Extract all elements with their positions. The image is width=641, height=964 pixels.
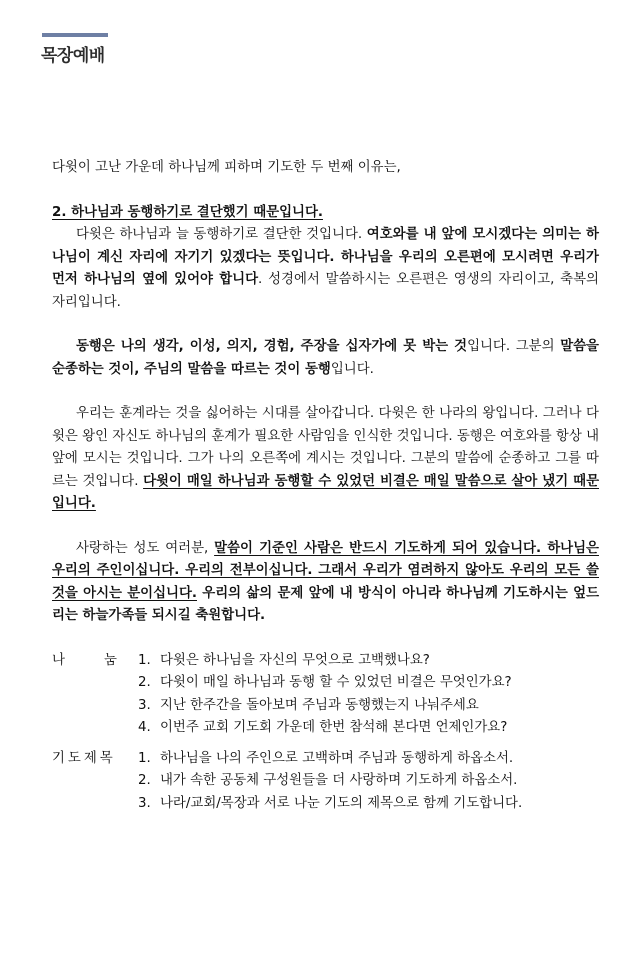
section-heading	[52, 202, 599, 225]
discussion-item-text: 다윗은 하나님을 자신의 무엇으로 고백했나요?	[160, 652, 430, 668]
intro-line: 다윗이 고난 가운데 하나님께 피하며 기도한 두 번째 이유는,	[52, 160, 401, 175]
p2-bold-text-a: 동행은 나의 생각, 이성, 의지, 경험, 주장을 십자가에 못 박는 것	[76, 339, 468, 354]
page-title: 목장예배	[41, 46, 105, 66]
prayer-item-number: 3.	[138, 795, 151, 811]
discussion-item	[52, 672, 599, 695]
prayer-item-number: 1.	[138, 750, 151, 766]
discussion-label: 나 눔	[52, 652, 117, 668]
discussion-item-number: 4.	[138, 720, 151, 735]
discussion-item-text: 지난 한주간을 돌아보며 주님과 동행했는지 나눠주세요	[160, 697, 479, 713]
p4-bold-underline-text: 말씀이 기준인 사람은 반드시 기도하게 되어 있습니다. 하나님은 우리의 주인이십니다. 우리의 전부이십니다. 그래서 우리가 염려하지 않아도 우리의 모든 쓸 것을 아시는 분이십니다.	[52, 540, 599, 601]
discussion-item-number: 2.	[138, 675, 151, 690]
p2-text-b: 입니다. 그분의	[467, 339, 561, 354]
discussion-item-text: 다윗이 매일 하나님과 동행 할 수 있었던 비결은 무엇인가요?	[160, 675, 512, 690]
prayer-item-text: 나라/교회/목장과 서로 나눈 기도의 제목으로 함께 기도합니다.	[160, 795, 523, 811]
prayer-section	[52, 748, 599, 816]
document-body	[52, 157, 599, 815]
prayer-item	[52, 748, 599, 771]
discussion-item	[52, 717, 599, 740]
paragraph-2	[52, 336, 599, 381]
p4-text-a: 사랑하는 성도 여러분,	[76, 540, 215, 556]
prayer-item	[52, 770, 599, 793]
header-accent-bar	[42, 33, 108, 37]
paragraph-1	[52, 224, 599, 314]
prayer-item	[52, 793, 599, 816]
discussion-item	[52, 650, 599, 673]
discussion-item-number: 3.	[138, 697, 151, 713]
discussion-item	[52, 695, 599, 718]
discussion-item-text: 이번주 교회 기도회 가운데 한번 참석해 본다면 언제인가요?	[160, 720, 508, 735]
p3-text-a: 우리는 훈계라는 것을 싫어하는 시대를 살아갑니다. 다윗은 한 나라의 왕입니다. 그러나 다윗은 왕인 자신도 하나님의 훈계가 필요한 사람임을 인식한 것입니다. 동행은 여호와를 항상 내 앞에 모시는 것입니다. 그가 나의 오른쪽에 계시는 것입니다. 그분의 말씀에 순종하고 그를 따르는 것입니다.	[52, 406, 599, 489]
p3-bold-underline-text: 다윗이 매일 하나님과 동행할 수 있었던 비결은 매일 말씀으로 살아 냈기 때문입니다.	[52, 473, 599, 511]
p2-text-d: 입니다.	[330, 361, 374, 377]
prayer-item-text: 내가 속한 공동체 구성원들을 더 사랑하며 기도하게 하옵소서.	[160, 773, 518, 788]
discussion-section	[52, 650, 599, 740]
p2-bold-text-c: 말씀을 순종하는 것이, 주님의 말씀을 따르는 것이 동행	[52, 339, 599, 377]
p1-bold-text: 여호와를 내 앞에 모시겠다는 의미는 하나님이 계신 자리에 자기기 있겠다는 뜻입니다. 하나님을 우리의 오른편에 모시려면 우리가 먼저 하나님의 옆에 있어야 합니다	[52, 227, 599, 287]
prayer-item-text: 하나님을 나의 주인으로 고백하며 주님과 동행하게 하옵소서.	[160, 750, 514, 766]
section-heading-text: 2. 하나님과 동행하기로 결단했기 때문입니다.	[52, 204, 323, 220]
p4-bold-text: 우리의 삶의 문제 앞에 내 방식이 아니라 하나님께 기도하시는 엎드리는 하늘가족들 되시길 축원합니다.	[52, 585, 600, 623]
paragraph-3	[52, 403, 599, 516]
p1-text-c: . 성경에서 말씀하시는 오른편은 영생의 자리이고, 축복의 자리입니다.	[52, 272, 599, 310]
paragraph-4	[52, 538, 599, 628]
discussion-item-number: 1.	[138, 652, 151, 668]
prayer-label: 기도제목	[52, 750, 116, 766]
prayer-item-number: 2.	[138, 773, 151, 788]
p1-text-a: 다윗은 하나님과 늘 동행하기로 결단한 것입니다.	[76, 227, 367, 242]
